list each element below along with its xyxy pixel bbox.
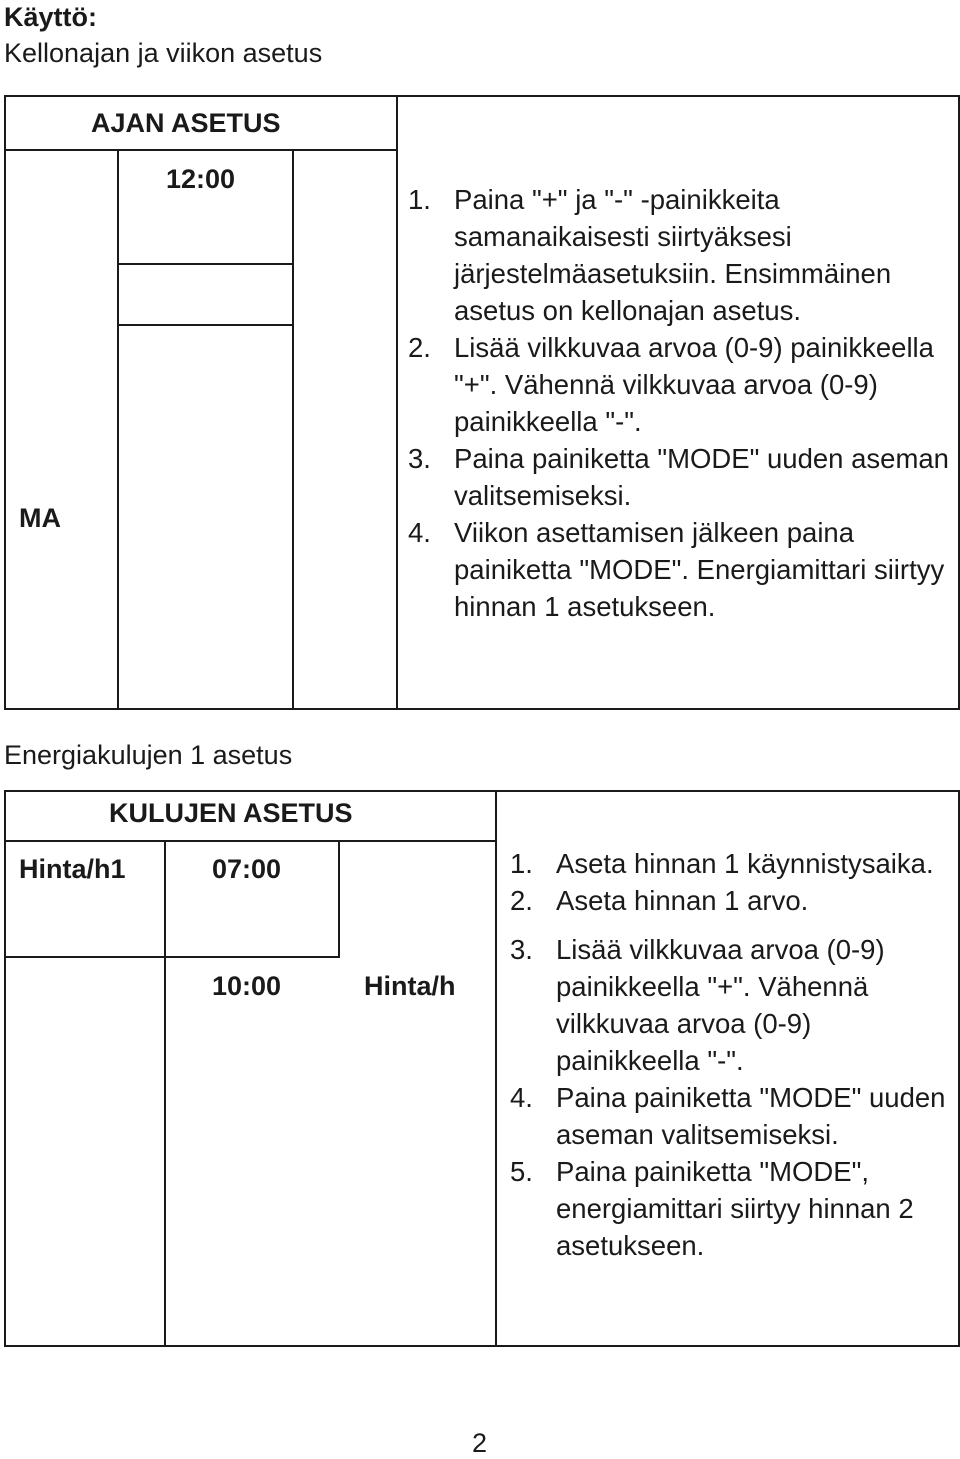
list-item	[408, 514, 953, 625]
step-text: Aseta hinnan 1 käynnistysaika.	[556, 848, 934, 879]
instruction-list	[510, 845, 950, 1264]
step-text: Aseta hinnan 1 arvo.	[556, 885, 809, 916]
step-number: 2.	[510, 885, 533, 916]
step-number: 2.	[408, 332, 431, 363]
display-inner-line	[292, 149, 294, 710]
section-title: Käyttö:	[4, 2, 97, 32]
start-time: 07:00	[212, 854, 282, 884]
step-number: 1.	[510, 848, 533, 879]
display-time: 12:00	[166, 164, 236, 194]
list-item	[510, 931, 950, 1079]
display-inner-line	[117, 149, 119, 710]
list-item	[510, 1079, 950, 1153]
display-inner-line	[117, 324, 294, 326]
display-inner-line	[117, 263, 294, 265]
step-number: 5.	[510, 1156, 533, 1187]
list-item	[408, 329, 953, 440]
section-subtitle: Kellonajan ja viikon asetus	[4, 38, 323, 68]
list-item	[408, 440, 953, 514]
step-number: 4.	[510, 1082, 533, 1113]
step-text: Viikon asettamisen jälkeen paina painiketta "MODE". Energiamittari siirtyy hinnan 1 asetukseen.	[454, 517, 945, 622]
step-text: Lisää vilkkuvaa arvoa (0-9) painikkeella "+". Vähennä vilkkuvaa arvoa (0-9) painikkeella "-".	[556, 934, 885, 1076]
column-divider	[396, 95, 398, 710]
step-number: 1.	[408, 184, 431, 215]
display-header: AJAN ASETUS	[91, 108, 281, 138]
column-divider	[495, 790, 497, 1347]
list-item	[510, 1153, 950, 1264]
page-number: 2	[472, 1428, 488, 1458]
step-text: Paina painiketta "MODE", energiamittari siirtyy hinnan 2 asetukseen.	[556, 1156, 914, 1261]
list-item	[510, 845, 950, 882]
display-header: KULUJEN ASETUS	[109, 798, 353, 828]
step-number: 3.	[408, 443, 431, 474]
end-time: 10:00	[212, 971, 282, 1001]
list-item	[408, 181, 953, 329]
step-number: 3.	[510, 934, 533, 965]
display-inner-line	[338, 840, 340, 958]
list-item	[510, 882, 950, 919]
step-text: Paina painiketta "MODE" uuden aseman valitsemiseksi.	[556, 1082, 946, 1150]
price-unit: Hinta/h	[364, 971, 456, 1001]
display-day: MA	[19, 503, 61, 533]
display-inner-line	[164, 840, 166, 1347]
step-text: Paina "+" ja "-" -painikkeita samanaikaisesti siirtyäksesi järjestelmäasetuksiin. Ensimmäinen asetus on kellonajan asetus.	[454, 184, 892, 326]
header-divider	[4, 149, 396, 151]
step-text: Lisää vilkkuvaa arvoa (0-9) painikkeella "+". Vähennä vilkkuvaa arvoa (0-9) painikkeella "-".	[454, 332, 934, 437]
price-label: Hinta/h1	[19, 854, 126, 884]
step-number: 4.	[408, 517, 431, 548]
instruction-list	[408, 181, 953, 625]
step-text: Paina painiketta "MODE" uuden aseman valitsemiseksi.	[454, 443, 949, 511]
display-inner-line	[4, 956, 340, 958]
section-title: Energiakulujen 1 asetus	[4, 740, 293, 770]
header-divider	[4, 840, 495, 842]
